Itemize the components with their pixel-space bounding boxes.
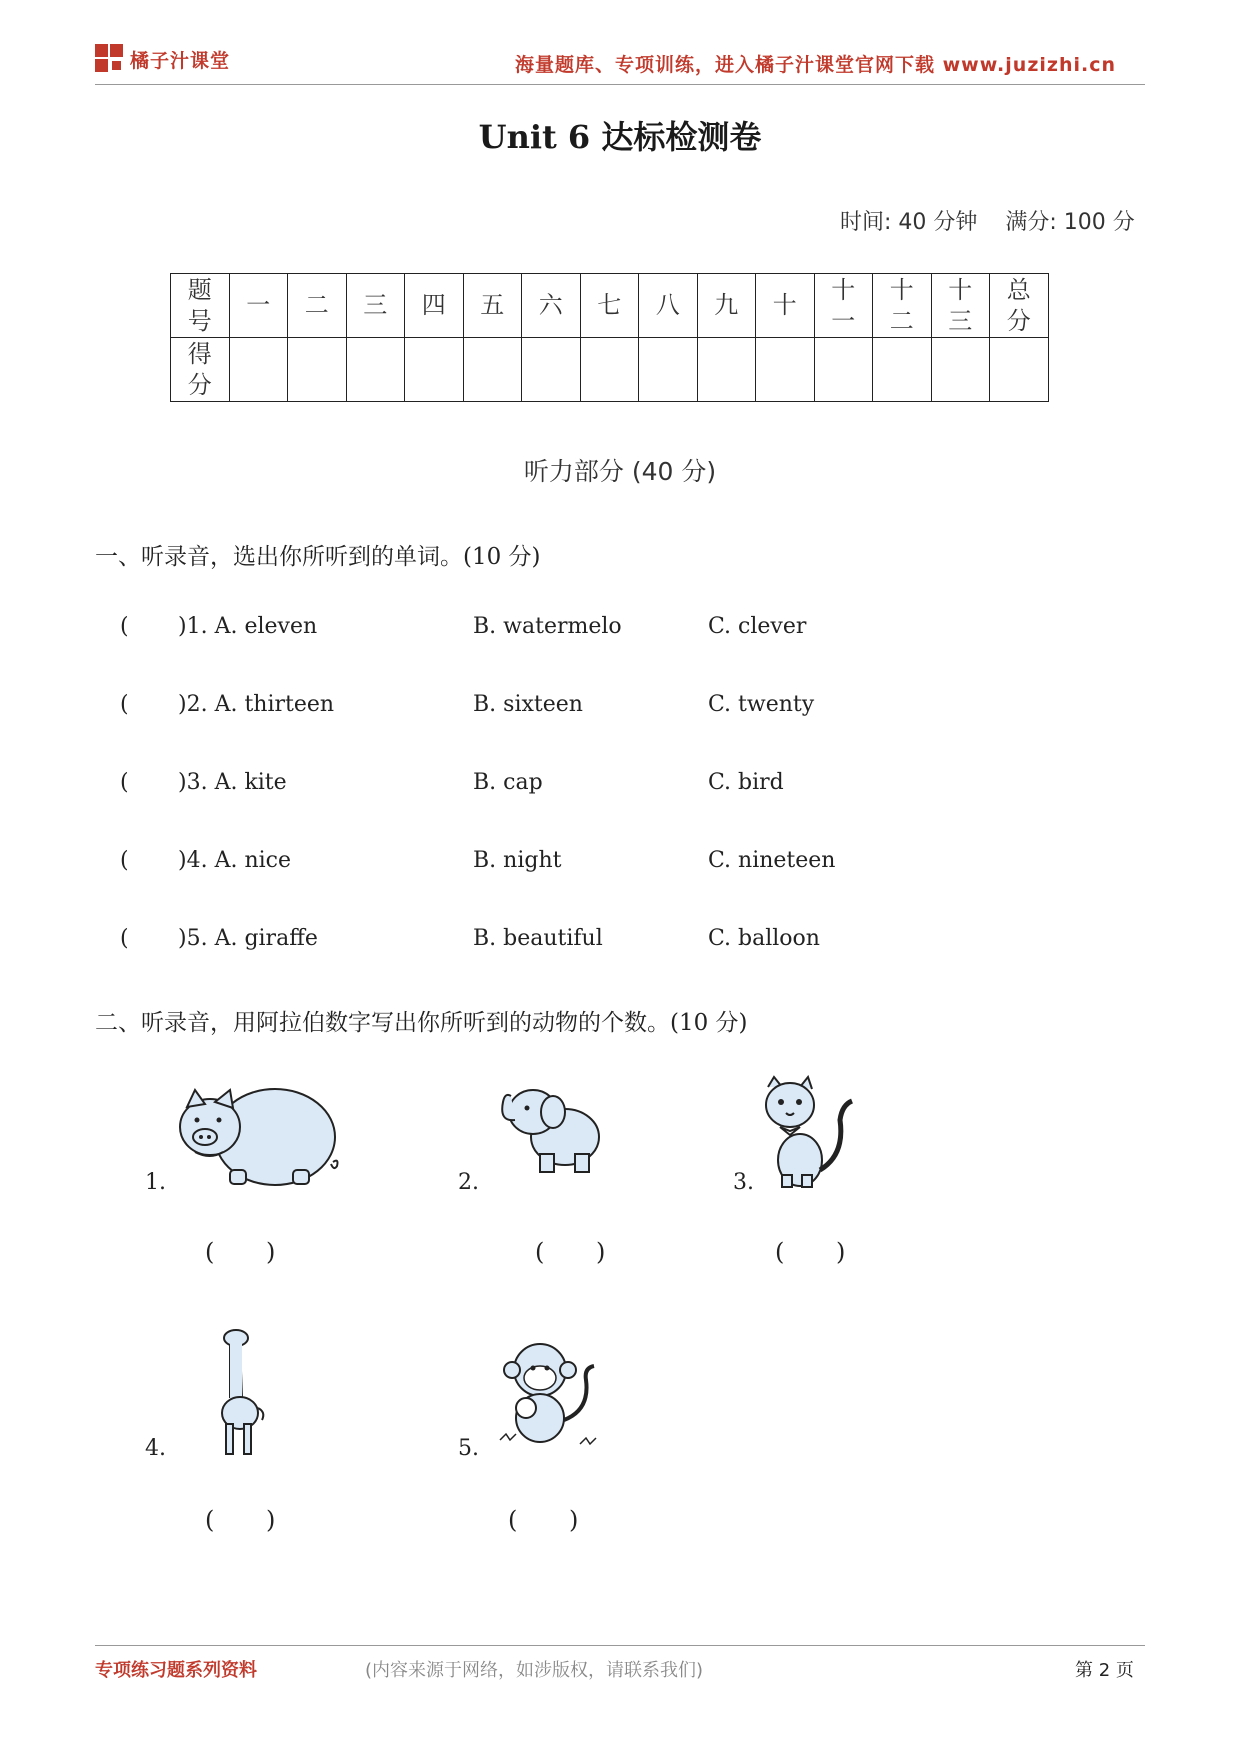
option-c: C. balloon	[708, 926, 820, 951]
score-cell[interactable]	[639, 338, 698, 402]
score-table-col: 二	[288, 274, 347, 338]
answer-paren-open[interactable]: (	[120, 692, 129, 717]
option-a: )3. A. kite	[178, 770, 287, 795]
header-divider	[95, 84, 1145, 85]
logo-text: 橘子汁课堂	[130, 50, 231, 72]
score-cell[interactable]	[814, 338, 873, 402]
score-cell[interactable]	[346, 338, 405, 402]
answer-paren-open[interactable]: (	[120, 770, 129, 795]
answer-paren-open[interactable]: (	[120, 614, 129, 639]
score-table-col: 一	[229, 274, 288, 338]
score-table-col: 五	[463, 274, 522, 338]
item-number: 3.	[733, 1170, 754, 1195]
option-a: )5. A. giraffe	[178, 926, 318, 951]
score-cell[interactable]	[288, 338, 347, 402]
page-number: 第 2 页	[1075, 1660, 1134, 1681]
juzizhi-logo-icon	[95, 44, 125, 74]
score-cell[interactable]	[756, 338, 815, 402]
option-c: C. nineteen	[708, 848, 836, 873]
footer-divider	[95, 1645, 1145, 1646]
listening-heading: 听力部分 (40 分)	[523, 457, 717, 486]
cat-icon	[760, 1075, 860, 1190]
answer-blank[interactable]: ( )	[205, 1506, 298, 1534]
score-cell[interactable]	[522, 338, 581, 402]
option-a: )4. A. nice	[178, 848, 291, 873]
footer-series-label: 专项练习题系列资料	[95, 1660, 257, 1681]
score-table-col: 十	[756, 274, 815, 338]
header-slogan[interactable]: 海量题库、专项训练，进入橘子汁课堂官网下载 www.juzizhi.cn	[515, 54, 1116, 76]
option-a: )2. A. thirteen	[178, 692, 335, 717]
answer-blank[interactable]: ( )	[775, 1238, 868, 1266]
item-number: 4.	[145, 1436, 166, 1461]
score-table-row-label: 得 分	[171, 338, 230, 402]
score-table-col: 十 一	[814, 274, 873, 338]
option-a: )1. A. eleven	[178, 614, 318, 639]
score-table-row-label: 题 号	[171, 274, 230, 338]
item-number: 5.	[458, 1436, 479, 1461]
giraffe-icon	[210, 1328, 270, 1458]
score-table-score-row	[171, 338, 1049, 402]
score-cell[interactable]	[580, 338, 639, 402]
option-c: C. twenty	[708, 692, 815, 717]
option-b: B. cap	[473, 770, 543, 795]
option-c: C. bird	[708, 770, 784, 795]
score-cell[interactable]	[931, 338, 990, 402]
answer-blank[interactable]: ( )	[535, 1238, 628, 1266]
time-info: 时间: 40 分钟 满分: 100 分	[840, 210, 1135, 235]
score-table-col: 四	[405, 274, 464, 338]
score-cell[interactable]	[405, 338, 464, 402]
section-2-heading: 二、听录音，用阿拉伯数字写出你所听到的动物的个数。(10 分)	[95, 1010, 748, 1036]
score-table-col: 总 分	[990, 274, 1049, 338]
option-c: C. clever	[708, 614, 807, 639]
score-cell[interactable]	[990, 338, 1049, 402]
answer-paren-open[interactable]: (	[120, 848, 129, 873]
score-table-col: 三	[346, 274, 405, 338]
answer-blank[interactable]: ( )	[508, 1506, 601, 1534]
answer-paren-open[interactable]: (	[120, 926, 129, 951]
item-number: 2.	[458, 1170, 479, 1195]
score-table-col: 九	[697, 274, 756, 338]
item-number: 1.	[145, 1170, 166, 1195]
monkey-icon	[490, 1340, 610, 1452]
score-cell[interactable]	[697, 338, 756, 402]
score-table-col: 八	[639, 274, 698, 338]
pig-icon	[175, 1082, 340, 1192]
score-table-col: 六	[522, 274, 581, 338]
score-cell[interactable]	[463, 338, 522, 402]
score-table-col: 十 三	[931, 274, 990, 338]
section-1-heading: 一、听录音，选出你所听到的单词。(10 分)	[95, 544, 541, 570]
option-b: B. night	[473, 848, 562, 873]
score-cell[interactable]	[873, 338, 932, 402]
option-b: B. beautiful	[473, 926, 603, 951]
option-b: B. sixteen	[473, 692, 583, 717]
answer-blank[interactable]: ( )	[205, 1238, 298, 1266]
score-table-col: 十 二	[873, 274, 932, 338]
page-title: Unit 6 达标检测卷	[478, 118, 762, 156]
score-table-header-row	[171, 274, 1049, 338]
option-b: B. watermelo	[473, 614, 622, 639]
footer-copyright-note: (内容来源于网络，如涉版权，请联系我们)	[365, 1660, 704, 1681]
score-table-col: 七	[580, 274, 639, 338]
elephant-icon	[495, 1082, 605, 1177]
score-table	[170, 273, 1049, 402]
score-cell[interactable]	[229, 338, 288, 402]
